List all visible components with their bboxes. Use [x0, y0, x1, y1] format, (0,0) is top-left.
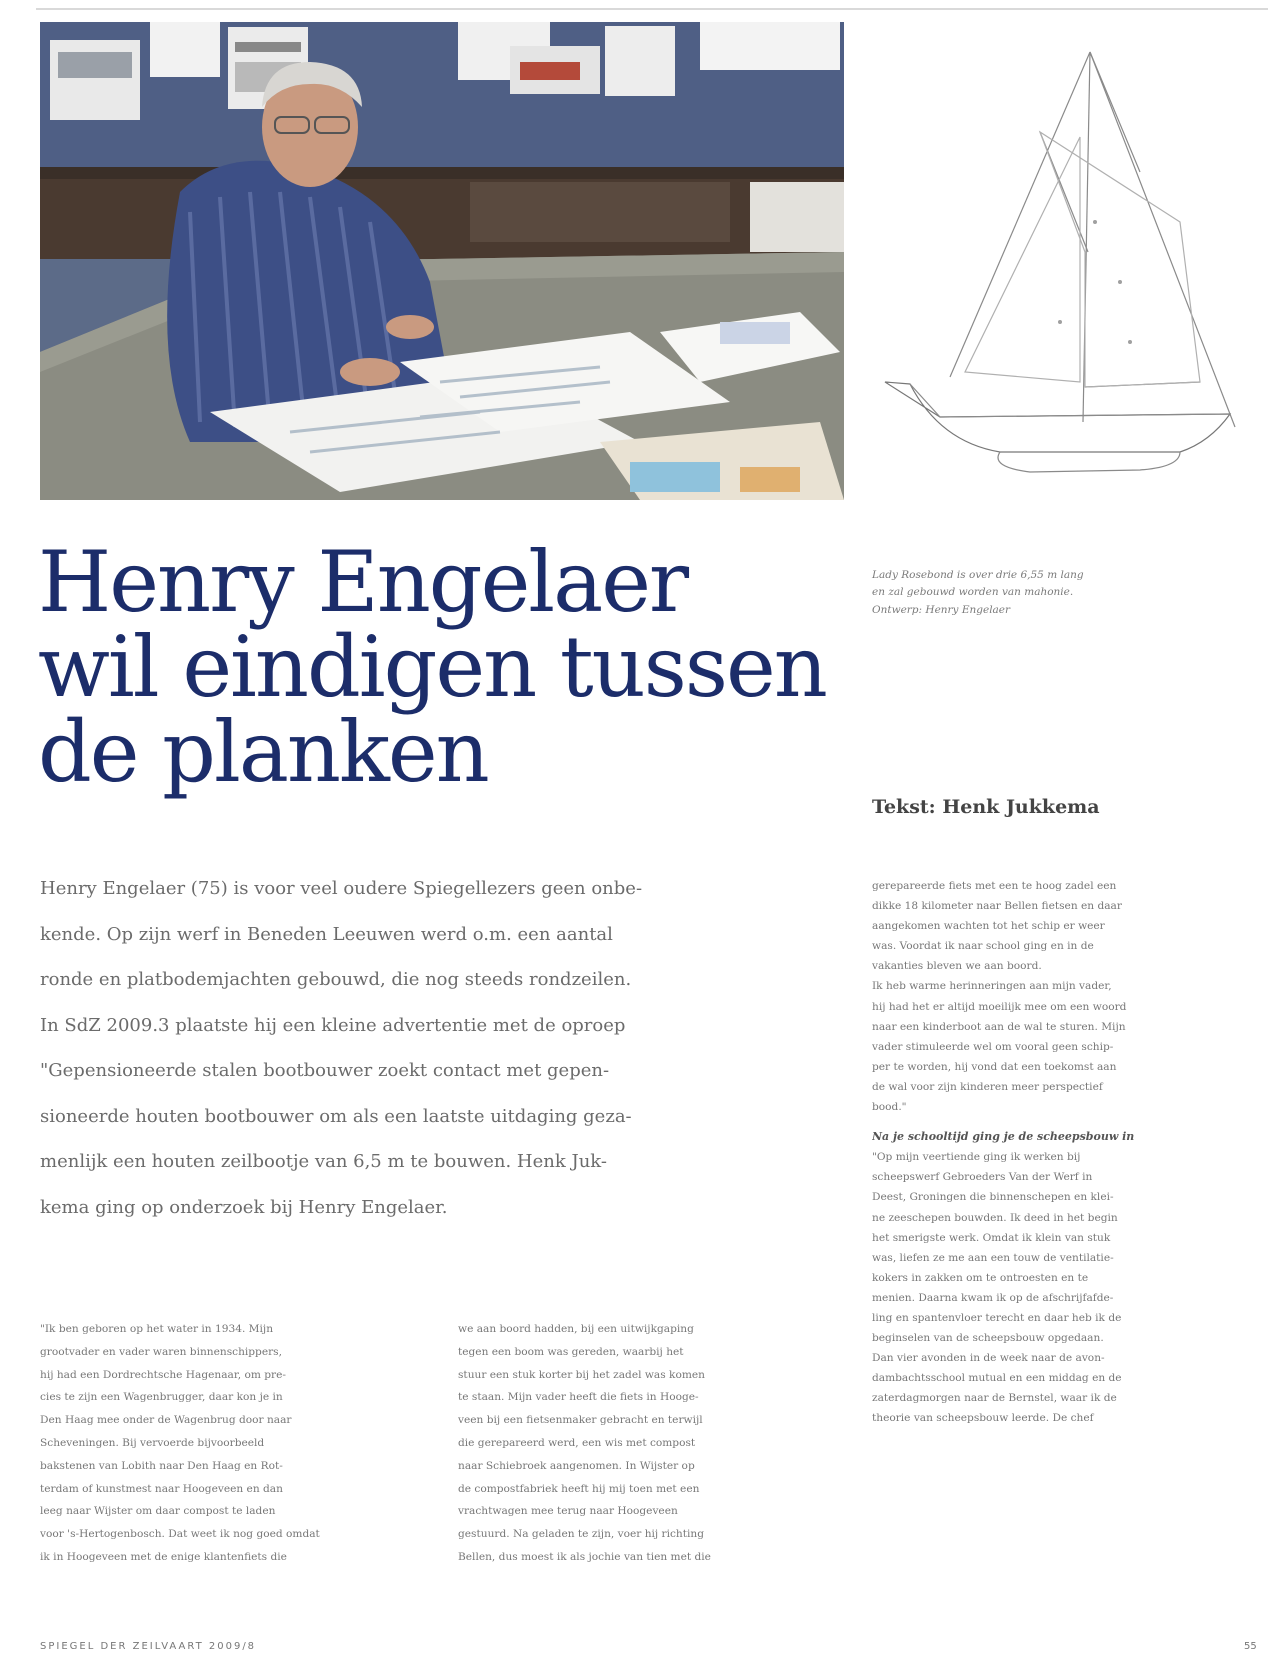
body-line: we aan boord hadden, bij een uitwijkgaping [458, 1323, 694, 1335]
caption-line: Lady Rosebond is over drie 6,55 m lang [872, 569, 1084, 581]
sailboat-drawing [880, 22, 1280, 500]
body-line: Den Haag mee onder de Wagenbrug door naar [40, 1414, 292, 1427]
body-line: vrachtwagen mee terug naar Hoogeveen [458, 1505, 678, 1518]
body-line: Dan vier avonden in de week naar de avon- [872, 1352, 1105, 1365]
body-line: naar een kinderboot aan de wal te sturen. Mijn [872, 1020, 1126, 1033]
body-line: "Ik ben geboren op het water in 1934. Mijn [40, 1323, 274, 1335]
body-line: kokers in zakken om te ontroesten en te [872, 1271, 1089, 1284]
body-line: grootvader en vader waren binnenschippers, [40, 1345, 282, 1358]
body-line: hij had een Dordrechtsche Hagenaar, om pre- [40, 1368, 286, 1381]
title-line: wil eindigen tussen [38, 617, 826, 716]
portrait-photo [40, 22, 844, 500]
body-line: dambachtsschool mutual en een middag en de [872, 1372, 1122, 1385]
body-line: ne zeeschepen bouwden. Ik deed in het begin [872, 1211, 1118, 1224]
body-line: per te worden, hij vond dat een toekomst aan [872, 1060, 1117, 1073]
intro-paragraph [40, 866, 850, 1230]
body-line: de compostfabriek heeft hij mij toen met een [458, 1482, 700, 1495]
body-line: hij had het er altijd moeilijk mee om een woord [872, 1000, 1127, 1013]
body-line: gerepareerde fiets met een te hoog zadel een [872, 880, 1117, 892]
body-line: scheepswerf Gebroeders Van der Werf in [872, 1171, 1093, 1184]
body-line: Deest, Groningen die binnenschepen en klei- [872, 1191, 1114, 1204]
caption-line: en zal gebouwd worden van mahonie. [872, 586, 1074, 599]
body-line: dikke 18 kilometer naar Bellen fietsen en daar [872, 900, 1122, 913]
body-line: bood." [872, 1101, 907, 1114]
body-line: Scheveningen. Bij vervoerde bijvoorbeeld [40, 1436, 265, 1449]
body-line: de wal voor zijn kinderen meer perspectief [872, 1080, 1103, 1093]
page-number: 55 [1244, 1641, 1257, 1652]
title-line: de planken [38, 702, 488, 801]
body-line: voor 's-Hertogenbosch. Dat weet ik nog goed omdat [40, 1528, 320, 1541]
body-line: gestuurd. Na geladen te zijn, voer hij richting [458, 1528, 705, 1541]
title-line: Henry Engelaer [38, 533, 688, 631]
intro-line: ronde en platbodemjachten gebouwd, die nog steeds rondzeilen. [40, 969, 632, 990]
body-line: tegen een boom was gereden, waarbij het [458, 1345, 684, 1358]
top-rule [36, 8, 1268, 10]
intro-line: sioneerde houten bootbouwer om als een laatste uitdaging geza- [40, 1105, 632, 1127]
body-line: terdam of kunstmest naar Hoogeveen en dan [40, 1482, 283, 1495]
body-column-1 [40, 1318, 430, 1569]
body-line: die gerepareerd werd, een wis met compost [458, 1436, 696, 1449]
body-line: leeg naar Wijster om daar compost te laden [40, 1505, 276, 1518]
body-line: ling en spantenvloer terecht en daar heb ik de [872, 1311, 1122, 1324]
body-line: was. Voordat ik naar school ging en in de [872, 940, 1094, 953]
body-line: veen bij een fietsenmaker gebracht en terwijl [458, 1414, 703, 1427]
body-line: menien. Daarna kwam ik op de afschrijfafde- [872, 1291, 1114, 1304]
caption-line: Ontwerp: Henry Engelaer [872, 603, 1011, 616]
byline: Tekst: Henk Jukkema [872, 796, 1100, 818]
magazine-footer: SPIEGEL DER ZEILVAART 2009/8 [40, 1641, 257, 1652]
body-line: aangekomen wachten tot het schip er weer [872, 920, 1105, 933]
section-subheading: Na je schooltijd ging je de scheepsbouw in [872, 1130, 1135, 1144]
body-line: het smerigste werk. Omdat ik klein van stuk [872, 1231, 1111, 1244]
body-column-3 [872, 876, 1264, 1429]
drawing-caption [872, 567, 1192, 619]
article-title [38, 533, 858, 801]
body-line: ik in Hoogeveen met de enige klantenfiets die [40, 1550, 287, 1563]
body-line: stuur een stuk korter bij het zadel was komen [458, 1368, 705, 1381]
body-line: te staan. Mijn vader heeft die fiets in Hooge- [458, 1391, 699, 1404]
intro-line: Henry Engelaer (75) is voor veel oudere Spiegellezers geen onbe- [40, 878, 643, 899]
body-line: beginselen van de scheepsbouw opgedaan. [872, 1332, 1104, 1345]
intro-line: "Gepensioneerde stalen bootbouwer zoekt contact met gepen- [40, 1060, 610, 1081]
intro-line: menlijk een houten zeilbootje van 6,5 m te bouwen. Henk Juk- [40, 1151, 607, 1172]
body-line: Ik heb warme herinneringen aan mijn vader, [872, 980, 1112, 993]
intro-line: kema ging op onderzoek bij Henry Engelaer. [40, 1196, 448, 1218]
body-line: was, liefen ze me aan een touw de ventilatie- [872, 1251, 1114, 1264]
body-line: vakanties bleven we aan boord. [872, 960, 1042, 973]
body-line: "Op mijn veertiende ging ik werken bij [872, 1151, 1081, 1164]
intro-line: In SdZ 2009.3 plaatste hij een kleine advertentie met de oproep [40, 1014, 626, 1036]
body-line: naar Schiebroek aangenomen. In Wijster op [458, 1459, 695, 1472]
body-line: Bellen, dus moest ik als jochie van tien met die [458, 1550, 711, 1563]
body-line: vader stimuleerde wel om vooral geen schip- [872, 1040, 1114, 1053]
body-line: zaterdagmorgen naar de Bernstel, waar ik de [872, 1392, 1117, 1405]
body-line: cies te zijn een Wagenbrugger, daar kon je in [40, 1391, 283, 1404]
body-column-2 [458, 1318, 848, 1569]
body-line: bakstenen van Lobith naar Den Haag en Rot- [40, 1459, 283, 1472]
body-line: theorie van scheepsbouw leerde. De chef [872, 1412, 1094, 1425]
intro-line: kende. Op zijn werf in Beneden Leeuwen werd o.m. een aantal [40, 923, 613, 945]
